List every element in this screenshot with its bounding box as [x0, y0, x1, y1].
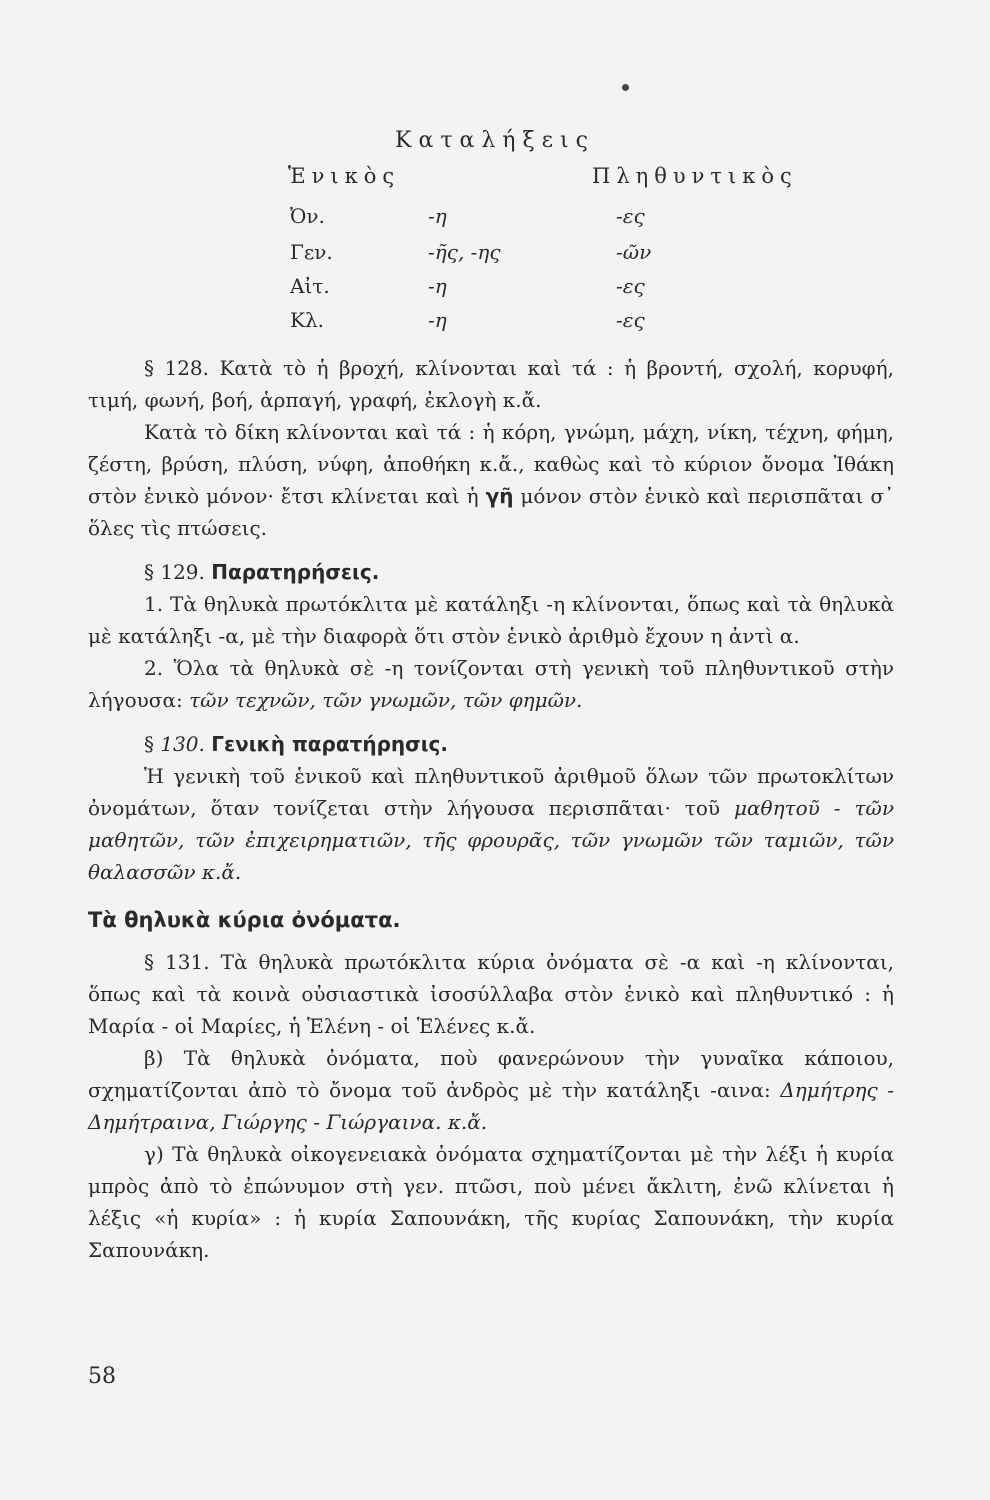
plural-ending: -ες: [616, 308, 645, 332]
section-128-text-2: Κατὰ τὸ δίκη κλίνονται καὶ τά : ἡ κόρη, γνώμη, μάχη, νίκη, τέχνη, φήμη, ζέστη, βρύση, πλύση, νύφη, ἀποθήκη κ.ἄ., καθὼς καὶ τὸ κύριον ὄνομα Ἰθάκη στὸν ἑνικὸ μόνον· ἔτσι κλίνεται καὶ ἡ: [88, 420, 894, 508]
section-131-para-c: γ) Τὰ θηλυκὰ οἰκογενειακὰ ὀνόματα σχηματίζονται μὲ τὴν λέξι ἡ κυρία μπρὸς ἀπὸ τὸ ἐπώνυμον στὴ γεν. πτῶσι, ποὺ μένει ἄκλιτη, ἐνῶ κλίνεται ἡ λέξις «ἡ κυρία» : ἡ κυρία Σαπουνάκη, τῆς κυρίας Σαπουνάκη, τὴν κυρία Σαπουνάκη.: [88, 1142, 894, 1262]
examples: τῶν τεχνῶν, τῶν γνωμῶν, τῶν φημῶν.: [189, 688, 583, 712]
ink-dot: [622, 84, 629, 91]
table-row: [0, 240, 990, 270]
section-128-para-1: [88, 352, 894, 416]
section-131-b-text: β) Τὰ θηλυκὰ ὀνόματα, ποὺ φανερώνουν τὴν γυναῖκα κάποιου, σχηματίζονται ἀπὸ τὸ ὄνομα τοῦ ἀνδρὸς μὲ τὴν κατάληξι -αινα:: [88, 1046, 894, 1102]
singular-ending: -η: [428, 204, 447, 228]
plural-ending: -ῶν: [616, 240, 652, 264]
plural-ending: -ες: [616, 274, 645, 298]
section-130-heading: [88, 728, 894, 760]
table-row: [0, 308, 990, 338]
section-129-para-2: [88, 652, 894, 716]
section-128-para-2: [88, 416, 894, 544]
table-row: [0, 204, 990, 234]
singular-ending: -η: [428, 308, 447, 332]
case-label: Κλ.: [290, 308, 324, 332]
section-title: Παρατηρήσεις.: [211, 560, 380, 584]
section-128-text-2-end: μόνον στὸν ἑνικὸ καὶ περισπᾶται σ᾽ ὅλες τὶς πτώσεις.: [88, 484, 894, 540]
case-label: Ὀν.: [290, 204, 325, 228]
section-129-heading: [88, 556, 894, 588]
emphasized-word: γῆ: [485, 484, 514, 508]
section-number: § 129.: [144, 560, 205, 584]
table-row: [0, 274, 990, 304]
page-number: 58: [88, 1364, 116, 1389]
plural-ending: -ες: [616, 204, 645, 228]
subheading: Τὰ θηλυκὰ κύρια ὀνόματα.: [88, 908, 401, 932]
singular-ending: -η: [428, 274, 447, 298]
column-header-plural: Πληθυντικὸς: [592, 164, 798, 188]
section-131-para-b: [88, 1042, 894, 1138]
section-title: Γενικὴ παρατήρησις.: [211, 732, 448, 756]
page-body: [88, 352, 894, 1266]
section-130-para: [88, 760, 894, 888]
section-129-text: 2. Ὅλα τὰ θηλυκὰ σὲ -η τονίζονται στὴ γενικὴ τοῦ πληθυντικοῦ στὴν λήγουσα:: [88, 656, 894, 712]
examples: μαθητοῦ - τῶν μαθητῶν, τῶν ἐπιχειρηματιῶν, τῆς φρουρᾶς, τῶν γνωμῶν τῶν ταμιῶν, τῶν θαλασσῶν κ.ἄ.: [88, 796, 895, 884]
section-128-text: Κατὰ τὸ ἡ βροχή, κλίνονται καὶ τά : ἡ βροντή, σχολή, κορυφή, τιμή, φωνή, βοή, ἁρπαγή, γραφή, ἐκλογὴ κ.ἄ.: [88, 356, 894, 412]
section-130-text: Ἡ γενικὴ τοῦ ἑνικοῦ καὶ πληθυντικοῦ ἀριθμοῦ ὅλων τῶν πρωτοκλίτων ὀνομάτων, ὅταν τονίζεται στὴν λήγουσα περισπᾶται· τοῦ: [88, 764, 894, 820]
table-title: Καταλήξεις: [395, 128, 595, 153]
section-129-para-1: 1. Τὰ θηλυκὰ πρωτόκλιτα μὲ κατάληξι -η κλίνονται, ὅπως καὶ τὰ θηλυκὰ μὲ κατάληξι -α, μὲ τὴν διαφορὰ ὅτι στὸν ἑνικὸ ἀριθμὸ ἔχουν η ἀντὶ α.: [88, 592, 894, 648]
singular-ending: -ῆς, -ης: [428, 240, 501, 264]
examples: Δημήτρης - Δημήτραινα, Γιώργης - Γιώργαινα. κ.ἄ.: [88, 1078, 894, 1134]
case-label: Γεν.: [290, 240, 333, 264]
section-number: § 131.: [144, 950, 210, 974]
section-131-para-1: [88, 946, 894, 1042]
section-number: § 128.: [144, 356, 209, 380]
section-131-text: Τὰ θηλυκὰ πρωτόκλιτα κύρια ὀνόματα σὲ -α καὶ -η κλίνονται, ὅπως καὶ τὰ κοινὰ οὐσιαστικὰ ἰσοσύλλαβα στὸν ἑνικὸ καὶ πληθυντικό : ἡ Μαρία - οἱ Μαρίες, ἡ Ἑλένη - οἱ Ἑλένες κ.ἄ.: [88, 950, 895, 1038]
section-mark: §: [144, 732, 154, 756]
column-header-singular: Ἑνικὸς: [288, 164, 401, 188]
case-label: Αἰτ.: [290, 274, 330, 298]
section-number: 130.: [160, 732, 205, 756]
